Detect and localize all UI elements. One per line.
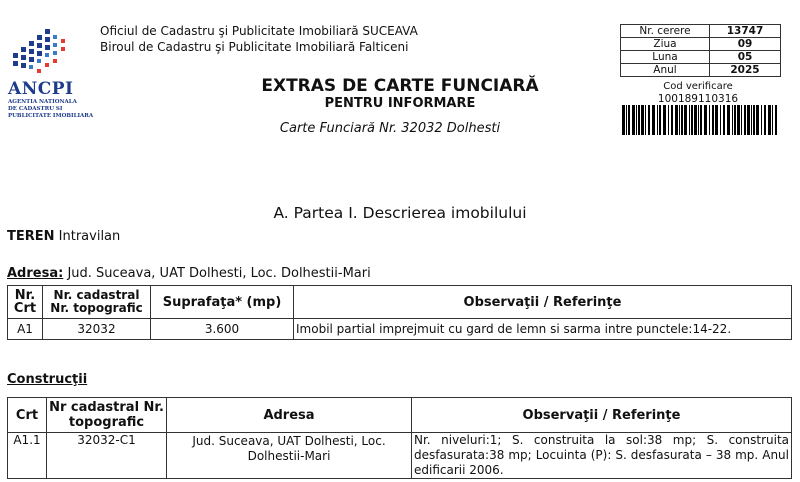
barcode-bar xyxy=(764,105,766,135)
header-crt: Crt xyxy=(8,398,47,433)
barcode-bar xyxy=(663,105,666,135)
barcode-bar xyxy=(709,105,710,135)
cell-observatii: Imobil partial imprejmuit cu gard de lemn si sarma intre punctele:14-22. xyxy=(294,319,792,340)
barcode-bar xyxy=(632,105,635,135)
cod-verificare-value: 100189110316 xyxy=(657,93,739,105)
table-row xyxy=(8,319,792,340)
logo-acronym: ANCPI xyxy=(8,79,74,99)
barcode-bar xyxy=(698,105,699,135)
barcode-bar xyxy=(753,105,755,135)
barcode-bar xyxy=(732,105,733,135)
request-value: 09 xyxy=(710,38,781,51)
cell-suprafata: 3.600 xyxy=(151,319,294,340)
ancpi-emblem-icon xyxy=(5,25,100,85)
logo-name-line2: DE CADASTRU SI xyxy=(8,106,63,112)
barcode-bar xyxy=(747,105,750,135)
header-observatii: Observaţii / Referinţe xyxy=(412,398,792,433)
barcode-bar xyxy=(715,105,718,135)
header-suprafata: Suprafaţa* (mp) xyxy=(151,286,294,319)
barcode-icon xyxy=(622,105,778,135)
barcode-bar xyxy=(691,105,693,135)
barcode-bar xyxy=(734,105,736,135)
header-nr-cadastral: Nr cadastral Nr. topografic xyxy=(47,398,167,433)
barcode-bar xyxy=(689,105,690,135)
request-row xyxy=(621,25,781,38)
teren-label: TEREN xyxy=(7,229,55,244)
teren-value: Intravilan xyxy=(54,229,121,244)
header-nr-crt: Nr. Crt xyxy=(8,286,43,319)
barcode-bar xyxy=(638,105,640,135)
section-title: A. Partea I. Descrierea imobilului xyxy=(273,204,527,222)
request-value: 13747 xyxy=(710,25,781,38)
barcode-bar xyxy=(636,105,637,135)
constructii-heading xyxy=(7,372,87,387)
barcode-bar xyxy=(756,105,759,135)
barcode-bar xyxy=(772,105,773,135)
barcode-bar xyxy=(671,105,673,135)
barcode-bar xyxy=(727,105,730,135)
barcode-bar xyxy=(684,105,687,135)
barcode-bar xyxy=(720,105,721,135)
ancpi-logo xyxy=(5,25,100,120)
barcode-bar xyxy=(768,105,771,135)
barcode-bar xyxy=(761,105,762,135)
request-label: Luna xyxy=(621,51,710,64)
logo-name-line1: AGENTIA NATIONALA xyxy=(8,99,77,105)
barcode-bar xyxy=(744,105,746,135)
cell-crt: A1 xyxy=(8,319,43,340)
adresa-label: Adresa: xyxy=(7,266,64,281)
carte-funciara-number: Carte Funciară Nr. 32032 Dolhesti xyxy=(279,121,501,136)
barcode-bar xyxy=(628,105,630,135)
barcode-bar xyxy=(737,105,740,135)
barcode-bar xyxy=(652,105,655,135)
barcode-bar xyxy=(681,105,683,135)
barcode-bar xyxy=(648,105,650,135)
barcode-bar xyxy=(775,105,777,135)
teren-table xyxy=(7,285,792,340)
barcode-bar xyxy=(645,105,646,135)
document-title: EXTRAS DE CARTE FUNCIARĂ xyxy=(261,76,539,96)
cell-cadastral: 32032 xyxy=(43,319,151,340)
cell-crt: A1.1 xyxy=(8,433,47,479)
barcode-bar xyxy=(704,105,707,135)
barcode-bar xyxy=(751,105,752,135)
adresa-line xyxy=(7,266,371,281)
barcode-bar xyxy=(657,105,658,135)
barcode-bar xyxy=(712,105,714,135)
header-nr-cadastral: Nr. cadastral Nr. topografic xyxy=(43,286,151,319)
barcode-bar xyxy=(675,105,678,135)
teren-line xyxy=(7,229,120,244)
request-row xyxy=(621,38,781,51)
barcode-bar xyxy=(626,105,627,135)
request-label: Nr. cerere xyxy=(621,25,710,38)
cell-adresa: Jud. Suceava, UAT Dolhesti, Loc. Dolhestii-Mari xyxy=(167,433,412,479)
header-observatii: Observaţii / Referinţe xyxy=(294,286,792,319)
barcode-bar xyxy=(668,105,669,135)
constructii-table xyxy=(7,397,792,479)
request-value: 2025 xyxy=(710,64,781,77)
cell-observatii: Nr. niveluri:1; S. construita la sol:38 mp; S. construita desfasurata:38 mp; Locuinta (P): S. desfasurata – 38 mp. Anul edificarii 2006. xyxy=(412,433,792,479)
constructii-label: Construcţii xyxy=(7,372,88,387)
request-row xyxy=(621,51,781,64)
request-row xyxy=(621,64,781,77)
request-value: 05 xyxy=(710,51,781,64)
barcode-bar xyxy=(700,105,702,135)
office-line-2: Biroul de Cadastru şi Publicitate Imobiliară Falticeni xyxy=(100,40,409,54)
cod-verificare-label: Cod verificare xyxy=(663,81,733,92)
table-row xyxy=(8,433,792,479)
table-header-row xyxy=(8,286,792,319)
barcode-bar xyxy=(741,105,742,135)
office-block xyxy=(100,23,418,55)
cell-cadastral: 32032-C1 xyxy=(47,433,167,479)
barcode-bar xyxy=(723,105,725,135)
request-label: Ziua xyxy=(621,38,710,51)
barcode-bar xyxy=(679,105,680,135)
barcode-bar xyxy=(694,105,697,135)
barcode-bar xyxy=(641,105,644,135)
document-subtitle: PENTRU INFORMARE xyxy=(324,96,476,111)
adresa-value: Jud. Suceava, UAT Dolhesti, Loc. Dolhestii-Mari xyxy=(63,266,371,281)
barcode-bar xyxy=(622,105,625,135)
table-header-row xyxy=(8,398,792,433)
logo-name-line3: PUBLICITATE IMOBILIARA xyxy=(8,113,94,119)
request-label: Anul xyxy=(621,64,710,77)
header-adresa: Adresa xyxy=(167,398,412,433)
barcode-bar xyxy=(659,105,661,135)
request-table xyxy=(620,24,781,77)
office-line-1: Oficiul de Cadastru şi Publicitate Imobiliară SUCEAVA xyxy=(100,24,418,38)
